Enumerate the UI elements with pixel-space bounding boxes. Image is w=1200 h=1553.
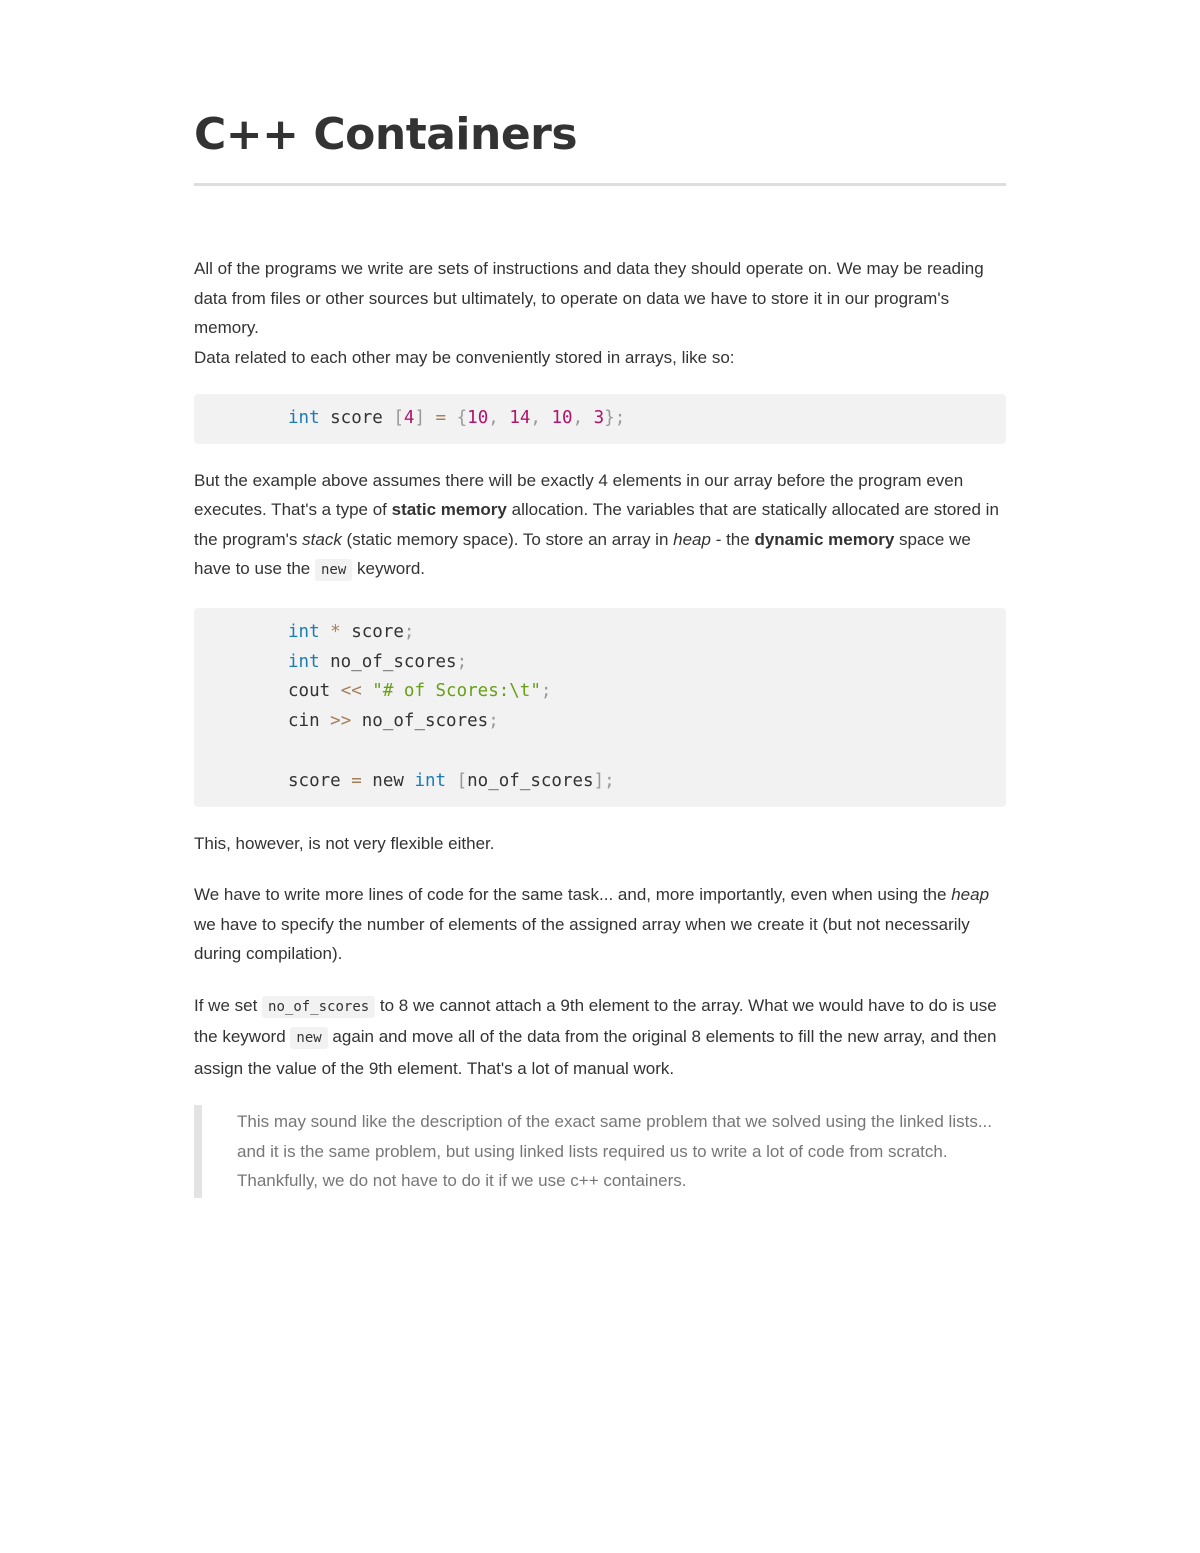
code-token: , xyxy=(572,408,594,428)
code-token: 14 xyxy=(509,408,531,428)
page-title: C++ Containers xyxy=(194,109,578,160)
inline-code: no_of_scores xyxy=(262,996,375,1018)
code-token: no_of_scores xyxy=(351,711,489,732)
code-token: 10 xyxy=(551,408,573,428)
code-token: >> xyxy=(330,711,352,732)
code-token: score xyxy=(288,770,352,791)
code-token: int xyxy=(288,651,320,672)
intro-paragraph: All of the programs we write are sets of instructions and data they should operate on. We may be reading data from files or other sources but ultimately, to operate on data we have to store it in our program's memory. xyxy=(194,259,984,337)
text-run: (static memory space). To store an array in xyxy=(341,529,674,549)
code-line xyxy=(288,618,1006,648)
text-run: keyword. xyxy=(352,559,426,579)
flexibility-paragraph: This, however, is not very flexible either. xyxy=(194,833,495,853)
code-token: ] xyxy=(414,408,426,428)
text-run: again and move all of the data from the original 8 elements to fill the new array, and then assign the value of the 9th element. That's a lot of manual work. xyxy=(194,1027,997,1078)
code-token: "# of Scores:\t" xyxy=(361,681,541,702)
intro-paragraph-2: Data related to each other may be conveniently stored in arrays, like so: xyxy=(194,347,735,367)
code-token: 10 xyxy=(467,408,489,428)
title-divider xyxy=(194,183,1006,186)
code-token: int xyxy=(288,408,320,428)
code-token: int xyxy=(414,770,447,791)
code-token: << xyxy=(340,681,362,702)
italic-term: stack xyxy=(302,529,342,549)
italic-term: heap xyxy=(951,885,990,905)
code-token: = xyxy=(425,408,457,428)
code-line xyxy=(288,767,1006,797)
code-line xyxy=(288,677,1006,707)
document-content xyxy=(194,254,1006,1198)
code-token: * xyxy=(319,621,352,642)
code-token: no_of_scores xyxy=(467,770,594,791)
text-run: - the xyxy=(710,529,755,549)
code-token: } xyxy=(604,408,615,428)
code-token: score xyxy=(351,621,404,642)
text-run: to 8 we cannot attach a 9th element to the array. What we would have to do is use the keyword xyxy=(194,995,997,1047)
text-run: allocation. The variables that are statically allocated are stored in the program's xyxy=(194,500,999,549)
code-token: int xyxy=(288,621,320,642)
code-token: [ xyxy=(446,770,468,791)
code-token: { xyxy=(456,408,468,428)
code-token: new xyxy=(361,770,415,791)
text-run: We have to write more lines of code for the same task... and, more importantly, even when using the xyxy=(194,885,952,905)
code-token: = xyxy=(351,770,362,791)
code-token: [ xyxy=(393,408,404,428)
text-run: space we have to use the xyxy=(194,529,971,579)
inline-code: new xyxy=(315,559,352,581)
code-line xyxy=(288,404,1006,434)
text-run: we have to specify the number of elements of the assigned array when we create it (but not necessarily during compilation). xyxy=(194,914,970,964)
heap-paragraph xyxy=(194,880,1006,969)
bold-term: dynamic memory xyxy=(754,529,895,549)
code-line-blank xyxy=(288,737,1006,767)
code-token: , xyxy=(488,408,510,428)
manual-work-paragraph xyxy=(194,991,1006,1084)
text-run: If we set xyxy=(194,995,263,1015)
code-token: 4 xyxy=(403,408,415,428)
code-token: ; xyxy=(614,408,626,428)
italic-term: heap xyxy=(673,529,711,549)
code-token: ] xyxy=(593,770,605,791)
code-token: ; xyxy=(540,681,552,702)
code-token: no_of_scores xyxy=(319,651,457,672)
code-token: 3 xyxy=(593,408,605,428)
code-line xyxy=(288,648,1006,678)
code-block-array xyxy=(194,394,1006,444)
static-memory-paragraph xyxy=(194,466,1006,586)
text-run: But the example above assumes there will be exactly 4 elements in our array before the program even executes. That's a type of xyxy=(194,470,964,520)
code-token: cin xyxy=(288,711,331,732)
code-token: score xyxy=(319,408,394,428)
note-blockquote: This may sound like the description of the exact same problem that we solved using the linked lists... and it is the same problem, but using linked lists required us to write a lot of code from scratch. Thankfully, we do not have to do it if we use c++ containers. xyxy=(194,1105,1006,1198)
code-token: ; xyxy=(403,621,415,642)
code-line xyxy=(288,707,1006,737)
code-token: ; xyxy=(456,651,468,672)
inline-code: new xyxy=(290,1027,327,1049)
bold-term: static memory xyxy=(391,500,507,520)
code-token: ; xyxy=(488,711,499,732)
code-token: cout xyxy=(288,681,341,702)
code-token: , xyxy=(530,408,552,428)
code-block-dynamic xyxy=(194,608,1006,807)
code-token: ; xyxy=(604,770,615,791)
